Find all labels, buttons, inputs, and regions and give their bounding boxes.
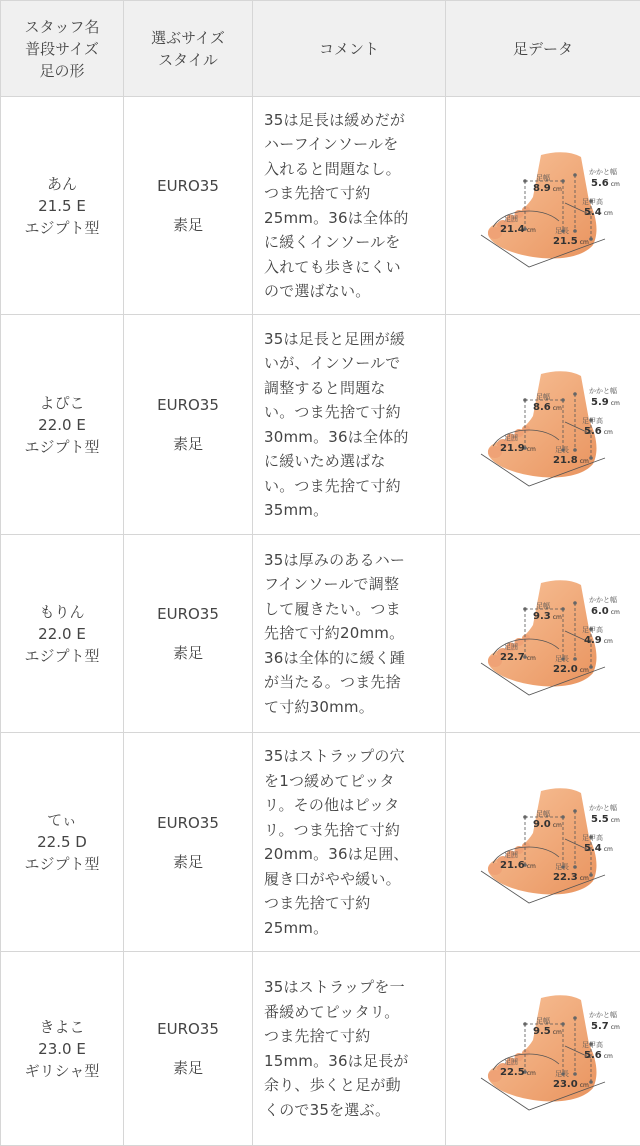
comment-line: 入れても歩きにくい [264,255,437,280]
comment-line: て寸約30mm。 [264,695,437,720]
header-staff-line: スタッフ名 [1,16,123,38]
foot-width-label: 足幅 [536,174,550,182]
foot-girth-number: 21.9 [500,443,525,454]
instep-height-label: 足甲高 [582,198,603,206]
foot-width-label: 足幅 [536,810,550,818]
comment-cell [253,315,446,535]
comment-cell [253,535,446,733]
foot-girth-label: 足囲 [504,643,518,651]
foot-illustration [463,984,623,1114]
foot-girth-label: 足囲 [504,851,518,859]
staff-name: てぃ [1,809,123,831]
instep-height-label: 足甲高 [582,1041,603,1049]
comment-line: 調整すると問題な [264,376,437,401]
foot-length-label: 足長 [555,1070,569,1078]
header-comment: コメント [253,1,446,97]
unit-label: cm [553,822,562,829]
foot-width-label: 足幅 [536,602,550,610]
foot-girth-number: 22.5 [500,1067,525,1078]
heel-width-value [591,1021,620,1033]
foot-shape: エジプト型 [1,853,123,875]
chosen-size: EURO35 [124,1018,252,1040]
foot-girth-number: 21.6 [500,860,525,871]
foot-length-value [553,1079,589,1091]
heel-width-value [591,814,620,826]
heel-width-value [591,397,620,409]
foot-illustration [463,360,623,490]
table-row [1,535,640,733]
staff-name: もりん [1,601,123,623]
unit-label: cm [527,655,536,662]
foot-width-label: 足幅 [536,1017,550,1025]
table-row [1,952,640,1146]
header-foot-data: 足データ [446,1,640,97]
unit-label: cm [527,1070,536,1077]
comment-line: リ。その他はピッタ [264,793,437,818]
spacer [124,834,252,851]
foot-length-label: 足長 [555,446,569,454]
comment-line: して履きたい。つま [264,597,437,622]
instep-height-value [584,635,613,647]
comment-line: つま先捨て寸約 [264,891,437,916]
size-cell [124,97,253,315]
unit-label: cm [604,210,613,217]
foot-width-value [533,1026,562,1038]
usual-size: 22.0 E [1,414,123,436]
heel-width-label: かかと幅 [589,387,617,395]
heel-width-label: かかと幅 [589,596,617,604]
header-size-line: 選ぶサイズ [124,27,252,49]
size-cell [124,315,253,535]
foot-shape: エジプト型 [1,217,123,239]
comment-cell [253,97,446,315]
usual-size: 21.5 E [1,195,123,217]
unit-label: cm [527,446,536,453]
comment-line: 入れると問題なし。 [264,157,437,182]
foot-data-cell [446,952,640,1146]
unit-label: cm [611,181,620,188]
wear-style: 素足 [124,214,252,236]
chosen-size: EURO35 [124,812,252,834]
staff-cell [1,535,124,733]
foot-diagram [463,777,623,907]
instep-height-number: 5.6 [584,1050,602,1061]
wear-style: 素足 [124,1057,252,1079]
heel-width-number: 6.0 [591,606,609,617]
chosen-size: EURO35 [124,175,252,197]
foot-girth-value [500,443,536,455]
foot-length-label: 足長 [555,227,569,235]
spacer [124,416,252,433]
staff-name: あん [1,173,123,195]
unit-label: cm [580,458,589,465]
comment-line: が当たる。つま先捨 [264,670,437,695]
instep-height-number: 5.4 [584,207,602,218]
comment-line: 25mm。 [264,916,437,941]
spacer [124,197,252,214]
header-staff [1,1,124,97]
foot-width-value [533,402,562,414]
comment-line: に緩くインソールを [264,230,437,255]
unit-label: cm [580,1082,589,1089]
comment-line: つま先捨て寸約 [264,1024,437,1049]
instep-height-value [584,1050,613,1062]
heel-width-label: かかと幅 [589,1011,617,1019]
unit-label: cm [604,638,613,645]
wear-style: 素足 [124,851,252,873]
comment-line: ので選ばない。 [264,279,437,304]
staff-cell [1,97,124,315]
staff-name: きよこ [1,1016,123,1038]
comment-line: に緩いため選ばな [264,449,437,474]
comment-line: 36は全体的に緩く踵 [264,646,437,671]
comment-line: くので35を選ぶ。 [264,1098,437,1123]
foot-length-label: 足長 [555,863,569,871]
heel-width-label: かかと幅 [589,168,617,176]
foot-width-number: 9.3 [533,611,551,622]
foot-girth-number: 21.4 [500,224,525,235]
foot-illustration [463,141,623,271]
unit-label: cm [611,1024,620,1031]
unit-label: cm [604,846,613,853]
unit-label: cm [553,186,562,193]
foot-girth-value [500,860,536,872]
header-staff-line: 普段サイズ [1,38,123,60]
foot-data-cell [446,97,640,315]
foot-length-value [553,664,589,676]
comment-line: 先捨て寸約20mm。 [264,621,437,646]
heel-width-number: 5.9 [591,397,609,408]
comment-line: 35はストラップを一 [264,975,437,1000]
comment-line: 20mm。36は足囲、 [264,842,437,867]
foot-length-number: 22.0 [553,664,578,675]
usual-size: 22.5 D [1,831,123,853]
foot-girth-label: 足囲 [504,434,518,442]
spacer [124,625,252,642]
comment-line: 35は厚みのあるハー [264,548,437,573]
heel-width-label: かかと幅 [589,804,617,812]
unit-label: cm [527,227,536,234]
staff-cell [1,315,124,535]
spacer [124,1040,252,1057]
comment-line: 余り、歩くと足が動 [264,1073,437,1098]
foot-width-value [533,819,562,831]
heel-width-number: 5.5 [591,814,609,825]
instep-height-number: 5.4 [584,843,602,854]
size-cell [124,952,253,1146]
instep-height-value [584,207,613,219]
comment-line: 15mm。36は足長が [264,1049,437,1074]
unit-label: cm [580,239,589,246]
foot-illustration [463,777,623,907]
foot-length-value [553,236,589,248]
foot-width-number: 9.5 [533,1026,551,1037]
instep-height-label: 足甲高 [582,834,603,842]
comment-line: 35はストラップの穴 [264,744,437,769]
foot-width-value [533,611,562,623]
unit-label: cm [553,405,562,412]
foot-length-number: 21.8 [553,455,578,466]
comment-line: い。つま先捨て寸約 [264,474,437,499]
foot-shape: エジプト型 [1,645,123,667]
foot-shape: エジプト型 [1,436,123,458]
table-row [1,733,640,952]
instep-height-label: 足甲高 [582,626,603,634]
staff-cell [1,733,124,952]
chosen-size: EURO35 [124,603,252,625]
unit-label: cm [611,400,620,407]
wear-style: 素足 [124,642,252,664]
comment-line: 35mm。 [264,498,437,523]
comment-line: つま先捨て寸約 [264,181,437,206]
unit-label: cm [604,429,613,436]
table-row [1,315,640,535]
foot-girth-number: 22.7 [500,652,525,663]
foot-length-number: 21.5 [553,236,578,247]
comment-line: を1つ緩めてピッタ [264,769,437,794]
instep-height-number: 4.9 [584,635,602,646]
foot-length-value [553,455,589,467]
foot-width-label: 足幅 [536,393,550,401]
heel-width-value [591,606,620,618]
foot-length-label: 足長 [555,655,569,663]
unit-label: cm [553,614,562,621]
instep-height-number: 5.6 [584,426,602,437]
unit-label: cm [527,863,536,870]
foot-width-number: 8.9 [533,183,551,194]
heel-width-number: 5.6 [591,178,609,189]
instep-height-value [584,843,613,855]
foot-illustration [463,569,623,699]
comment-line: 履き口がやや緩い。 [264,867,437,892]
comment-line: リ。つま先捨て寸約 [264,818,437,843]
foot-width-value [533,183,562,195]
wear-style: 素足 [124,433,252,455]
foot-diagram [463,569,623,699]
usual-size: 22.0 E [1,623,123,645]
foot-length-number: 22.3 [553,872,578,883]
comment-line: ハーフインソールを [264,132,437,157]
staff-name: よぴこ [1,392,123,414]
instep-height-label: 足甲高 [582,417,603,425]
size-cell [124,535,253,733]
comment-line: フインソールで調整 [264,572,437,597]
foot-girth-label: 足囲 [504,215,518,223]
comment-cell [253,952,446,1146]
heel-width-number: 5.7 [591,1021,609,1032]
foot-girth-label: 足囲 [504,1058,518,1066]
foot-data-cell [446,315,640,535]
unit-label: cm [611,817,620,824]
unit-label: cm [580,875,589,882]
unit-label: cm [611,609,620,616]
comment-line: い。つま先捨て寸約 [264,400,437,425]
foot-width-number: 9.0 [533,819,551,830]
size-cell [124,733,253,952]
header-size [124,1,253,97]
unit-label: cm [604,1053,613,1060]
header-staff-line: 足の形 [1,60,123,82]
usual-size: 23.0 E [1,1038,123,1060]
instep-height-value [584,426,613,438]
foot-girth-value [500,1067,536,1079]
comment-cell [253,733,446,952]
header-row [1,1,640,97]
foot-width-number: 8.6 [533,402,551,413]
comment-line: 30mm。36は全体的 [264,425,437,450]
foot-length-value [553,872,589,884]
unit-label: cm [553,1029,562,1036]
foot-data-cell [446,535,640,733]
foot-shape: ギリシャ型 [1,1060,123,1082]
header-size-line: スタイル [124,49,252,71]
foot-length-number: 23.0 [553,1079,578,1090]
chosen-size: EURO35 [124,394,252,416]
comment-line: 35は足長は緩めだが [264,108,437,133]
unit-label: cm [580,667,589,674]
comment-line: 番緩めてピッタリ。 [264,1000,437,1025]
comment-line: 25mm。36は全体的 [264,206,437,231]
foot-diagram [463,141,623,271]
foot-girth-value [500,652,536,664]
foot-girth-value [500,224,536,236]
table-row [1,97,640,315]
foot-diagram [463,360,623,490]
comment-line: いが、インソールで [264,351,437,376]
comment-line: 35は足長と足囲が緩 [264,327,437,352]
staff-cell [1,952,124,1146]
heel-width-value [591,178,620,190]
foot-data-cell [446,733,640,952]
foot-diagram [463,984,623,1114]
